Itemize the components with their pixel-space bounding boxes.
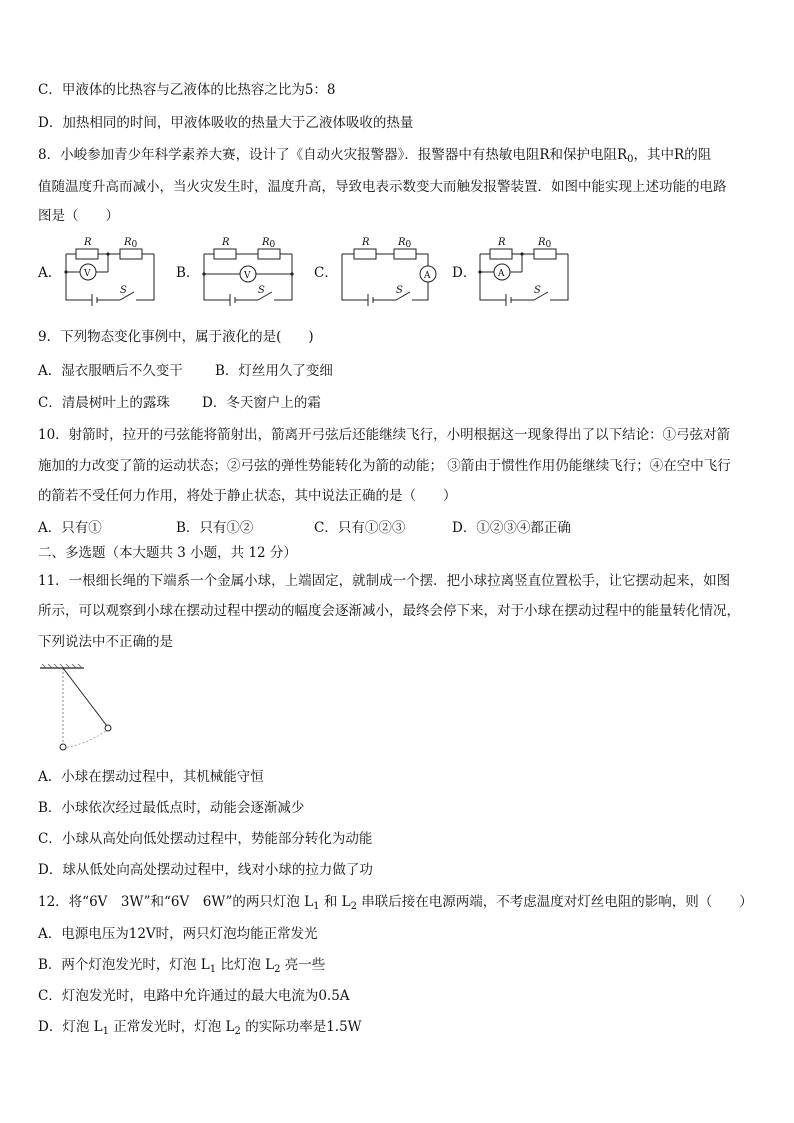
q8-a-meter-label: V <box>84 269 91 279</box>
q8-a-switch-label: S <box>120 285 127 296</box>
q9-option-b: B．灯丝用久了变细 <box>215 363 333 379</box>
q11-option-a: A．小球在摆动过程中，其机械能守恒 <box>38 769 264 785</box>
q8-circuit-d <box>476 232 576 308</box>
q12-option-c: C．灯泡发光时，电路中允许通过的最大电流为0.5A <box>38 988 350 1004</box>
q11-stem-line1: 11．一根细长绳的下端系一个金属小球，上端固定，就制成一个摆．把小球拉离竖直位置松手，让它摆动起来，如图 <box>38 573 731 589</box>
q12-option-b: B．两个灯泡发光时，灯泡 $L_1$ 比灯泡 $L_2$ 亮一些 <box>38 957 326 975</box>
q10-stem-line2: 施加的力改变了箭的运动状态；②弓弦的弹性势能转化为箭的动能； ③箭由于惯性作用仍能继续飞行；④在空中飞行 <box>38 458 731 474</box>
q8-c-meter-label: A <box>424 271 431 281</box>
q8-stem-line1: 8．小峻参加青少年科学素养大赛，设计了《自动火灾报警器》．报警器中有热敏电阻R和保护电阻$R_0$，其中R的阻 <box>38 147 712 165</box>
q8-a-r-label: R <box>84 237 92 248</box>
q10-option-c: C．只有①②③ <box>314 520 406 536</box>
q8-d-r-label: R <box>498 237 506 248</box>
q8-option-a-label: A． <box>38 265 62 281</box>
q12-option-a: A．电源电压为12V时，两只灯泡均能正常发光 <box>38 926 318 942</box>
q8-circuit-b <box>200 232 300 308</box>
q8-c-r0-label: R0 <box>398 237 412 250</box>
q9-option-d: D．冬天窗户上的霜 <box>202 395 321 411</box>
q11-stem-line2: 所示，可以观察到小球在摆动过程中摆动的幅度会逐渐减小，最终会停下来，对于小球在摆动过程中的能量转化情况， <box>38 603 740 619</box>
q8-d-meter-label: A <box>498 269 505 279</box>
q10-option-b: B．只有①② <box>176 520 254 536</box>
q8-option-c-label: C． <box>314 265 338 281</box>
q8-circuit-c <box>338 232 442 308</box>
q10-option-d: D．①②③④都正确 <box>452 520 571 536</box>
q11-option-b: B．小球依次经过最低点时，动能会逐渐减少 <box>38 800 305 816</box>
q10-option-a: A．只有① <box>38 520 102 536</box>
q8-stem-line3: 图是（ ） <box>38 208 119 224</box>
q8-d-switch-label: S <box>534 285 541 296</box>
q8-b-r0-label: R0 <box>262 237 276 250</box>
q9-option-c: C．清晨树叶上的露珠 <box>38 395 170 411</box>
q8-option-b-label: B． <box>176 265 200 281</box>
q11-option-c: C．小球从高处向低处摆动过程中，势能部分转化为动能 <box>38 831 373 847</box>
q11-pendulum-figure <box>38 664 122 754</box>
q8-b-r-label: R <box>222 237 230 248</box>
q11-stem-line3: 下列说法中不正确的是 <box>38 634 173 650</box>
q8-b-meter-label: V <box>244 271 251 281</box>
q12-option-d: D．灯泡 $L_1$ 正常发光时，灯泡 $L_2$ 的实际功率是1.5W <box>38 1019 362 1037</box>
q7-option-c: C．甲液体的比热容与乙液体的比热容之比为5：8 <box>38 82 336 98</box>
q9-stem: 9．下列物态变化事例中，属于液化的是( ) <box>38 329 314 345</box>
q7-option-d: D．加热相同的时间，甲液体吸收的热量大于乙液体吸收的热量 <box>38 115 414 131</box>
q8-d-r0-label: R0 <box>538 237 552 250</box>
q12-stem: 12．将“6V 3W”和“6V 6W”的两只灯泡 $L_1$ 和 $L_2$ 串联后接在电源两端，不考虑温度对灯丝电阻的影响，则（ ） <box>38 894 753 912</box>
q8-c-r-label: R <box>362 237 370 248</box>
q10-stem-line1: 10．射箭时，拉开的弓弦能将箭射出，箭离开弓弦后还能继续飞行，小明根据这一现象得出了以下结论：①弓弦对箭 <box>38 427 731 443</box>
q8-option-d-label: D． <box>452 265 477 281</box>
q8-a-r0-label: R0 <box>124 237 138 250</box>
q9-option-a: A．湿衣服晒后不久变干 <box>38 363 183 379</box>
q8-b-switch-label: S <box>258 285 265 296</box>
q8-circuit-a <box>62 232 162 308</box>
q8-stem-line2: 值随温度升高而减小，当火灾发生时，温度升高，导致电表示数变大而触发报警装置．如图中能实现上述功能的电路 <box>38 179 727 195</box>
q10-stem-line3: 的箭若不受任何力作用，将处于静止状态，其中说法正确的是（ ） <box>38 488 457 504</box>
section-heading-multiple-choice: 二、多选题（本大题共 3 小题，共 12 分） <box>38 545 297 561</box>
q11-option-d: D．球从低处向高处摆动过程中，线对小球的拉力做了功 <box>38 862 373 878</box>
q8-c-switch-label: S <box>396 285 403 296</box>
